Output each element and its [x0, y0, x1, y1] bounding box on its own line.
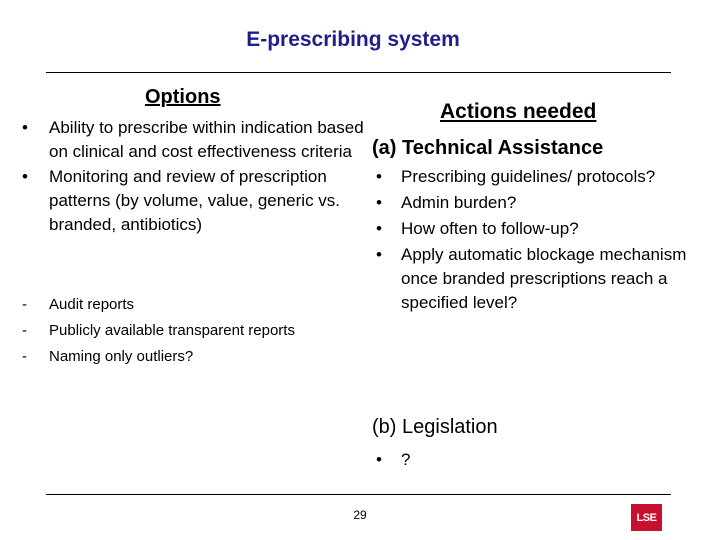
list-item	[376, 243, 696, 315]
lse-logo-icon: LSE	[631, 504, 662, 531]
list-item	[22, 344, 372, 370]
action-text: Apply automatic blockage mechanism once branded prescriptions reach a specified level?	[401, 245, 687, 312]
bullet-icon: •	[376, 219, 382, 238]
dash-text: Publicly available transparent reports	[49, 322, 295, 339]
action-text: Admin burden?	[401, 193, 517, 212]
bullet-icon: •	[22, 118, 28, 137]
dash-text: Audit reports	[49, 296, 135, 313]
bullet-icon: •	[22, 167, 28, 186]
list-item	[376, 191, 696, 215]
options-dash-list	[22, 292, 372, 370]
option-text: Monitoring and review of prescription patterns (by volume, value, generic vs. branded, antibiotics)	[49, 167, 341, 234]
legislation-list	[376, 448, 576, 472]
list-item	[376, 448, 576, 472]
legislation-text: ?	[401, 450, 411, 469]
slide-title: E-prescribing system	[246, 28, 460, 51]
bullet-icon: •	[376, 167, 382, 186]
page-number: 29	[353, 508, 367, 522]
top-divider	[46, 72, 671, 73]
legislation-heading: (b) Legislation	[372, 416, 498, 438]
list-item	[22, 292, 372, 318]
action-text: Prescribing guidelines/ protocols?	[401, 167, 656, 186]
actions-heading: Actions needed	[440, 100, 597, 123]
bullet-icon: •	[376, 193, 382, 212]
list-item	[376, 217, 696, 241]
list-item	[22, 116, 372, 164]
bullet-icon: •	[376, 245, 382, 264]
technical-assistance-heading: (a) Technical Assistance	[372, 137, 604, 159]
list-item	[22, 318, 372, 344]
options-heading: Options	[145, 86, 221, 108]
list-item	[376, 165, 696, 189]
list-item	[22, 165, 372, 237]
dash-marker: -	[22, 348, 27, 365]
dash-marker: -	[22, 296, 27, 313]
options-bullet-list	[22, 116, 372, 237]
technical-assistance-list	[376, 165, 696, 315]
dash-text: Naming only outliers?	[49, 348, 194, 365]
bottom-divider	[46, 494, 671, 495]
action-text: How often to follow-up?	[401, 219, 579, 238]
dash-marker: -	[22, 322, 27, 339]
bullet-icon: •	[376, 450, 382, 469]
option-text: Ability to prescribe within indication based on clinical and cost effectiveness criteria	[49, 118, 364, 161]
